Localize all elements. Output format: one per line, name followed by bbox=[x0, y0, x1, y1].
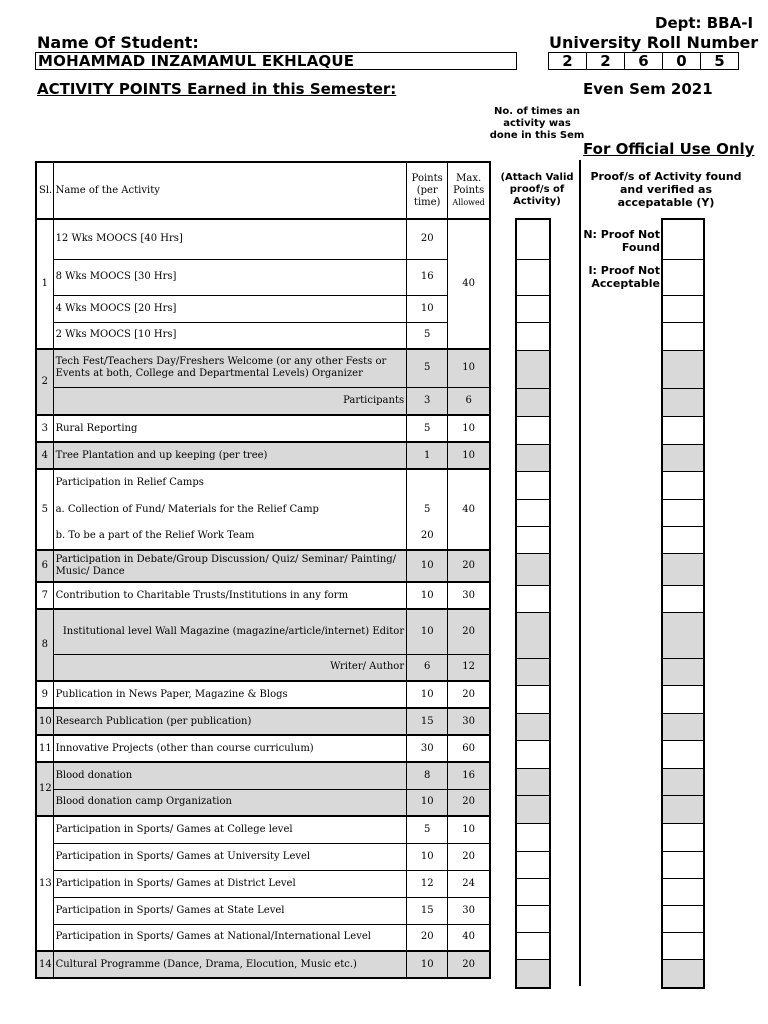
max-value: 20 bbox=[448, 843, 490, 870]
activity-name: Participation in Relief Camps bbox=[53, 469, 407, 496]
official-use-title: For Official Use Only bbox=[583, 140, 755, 158]
points-value: 10 bbox=[407, 789, 448, 816]
col-header-activity: Name of the Activity bbox=[53, 162, 407, 219]
verify-input[interactable] bbox=[663, 296, 703, 323]
row-sl: 10 bbox=[36, 708, 53, 735]
note-proof-not-found: N: Proof Not Found bbox=[583, 228, 660, 254]
activity-name: Institutional level Wall Magazine (magazine/article/internet) Editor bbox=[53, 609, 407, 654]
activity-name: Participation in Debate/Group Discussion/ Quiz/ Seminar/ Painting/ Music/ Dance bbox=[53, 550, 407, 582]
verify-input[interactable] bbox=[663, 852, 703, 879]
activity-name: Participation in Sports/ Games at University Level bbox=[53, 843, 407, 870]
activity-name: Participation in Sports/ Games at State Level bbox=[53, 897, 407, 924]
points-value: 5 bbox=[407, 349, 448, 387]
times-done-input[interactable] bbox=[517, 906, 549, 933]
points-value: 20 bbox=[407, 219, 448, 259]
times-done-header: No. of times an activity was done in this Sem bbox=[489, 106, 585, 141]
row-sl: 12 bbox=[36, 762, 53, 816]
activity-name: Participants bbox=[53, 387, 407, 415]
row-sl: 14 bbox=[36, 951, 53, 978]
points-value: 10 bbox=[407, 550, 448, 582]
activity-name: b. To be a part of the Relief Work Team bbox=[53, 523, 407, 550]
points-value: 10 bbox=[407, 681, 448, 708]
row-sl: 5 bbox=[36, 469, 53, 550]
times-done-input[interactable] bbox=[517, 613, 549, 659]
official-divider bbox=[579, 160, 581, 986]
times-done-input[interactable] bbox=[517, 296, 549, 323]
verify-input[interactable] bbox=[663, 906, 703, 933]
times-done-input[interactable] bbox=[517, 769, 549, 796]
row-sl: 4 bbox=[36, 442, 53, 469]
activity-name: Blood donation camp Organization bbox=[53, 789, 407, 816]
activity-name: Tree Plantation and up keeping (per tree) bbox=[53, 442, 407, 469]
times-done-input[interactable] bbox=[517, 586, 549, 613]
max-value: 20 bbox=[448, 550, 490, 582]
times-done-input[interactable] bbox=[517, 445, 549, 472]
max-value: 20 bbox=[448, 951, 490, 978]
times-done-input[interactable] bbox=[517, 852, 549, 879]
max-value: 40 bbox=[448, 924, 490, 951]
points-value: 5 bbox=[407, 496, 448, 523]
row-sl: 2 bbox=[36, 349, 53, 415]
roll-number-field[interactable] bbox=[548, 52, 738, 68]
col-header-max: Max. Points Allowed bbox=[448, 162, 490, 219]
row-sl: 13 bbox=[36, 816, 53, 951]
roll-digit[interactable]: 6 bbox=[624, 52, 663, 70]
verify-input[interactable] bbox=[663, 554, 703, 586]
max-value: 24 bbox=[448, 870, 490, 897]
times-done-column bbox=[515, 218, 551, 989]
points-value: 10 bbox=[407, 295, 448, 322]
max-value: 30 bbox=[448, 708, 490, 735]
times-done-input[interactable] bbox=[517, 659, 549, 686]
roll-digit[interactable]: 2 bbox=[586, 52, 625, 70]
student-name-field[interactable]: MOHAMMAD INZAMAMUL EKHLAQUE bbox=[35, 52, 517, 70]
times-done-input[interactable] bbox=[517, 741, 549, 769]
verify-input[interactable] bbox=[663, 769, 703, 796]
points-value: 5 bbox=[407, 816, 448, 843]
activity-name: a. Collection of Fund/ Materials for the Relief Camp bbox=[53, 496, 407, 523]
times-done-input[interactable] bbox=[517, 351, 549, 389]
attach-proof-header: (Attach Valid proof/s of Activity) bbox=[500, 172, 574, 207]
points-value: 16 bbox=[407, 259, 448, 295]
verify-input[interactable] bbox=[663, 260, 703, 296]
student-name-label: Name Of Student: bbox=[37, 33, 199, 52]
verify-input[interactable] bbox=[663, 527, 703, 554]
semester-label: Even Sem 2021 bbox=[583, 80, 713, 98]
points-value: 5 bbox=[407, 322, 448, 349]
activity-name: Research Publication (per publication) bbox=[53, 708, 407, 735]
row-sl: 8 bbox=[36, 609, 53, 681]
max-value: 60 bbox=[448, 735, 490, 762]
times-done-input[interactable] bbox=[517, 500, 549, 527]
activity-name: Cultural Programme (Dance, Drama, Elocution, Music etc.) bbox=[53, 951, 407, 978]
times-done-input[interactable] bbox=[517, 260, 549, 296]
activity-name: Participation in Sports/ Games at College level bbox=[53, 816, 407, 843]
max-value: 12 bbox=[448, 654, 490, 681]
col-header-points: Points (per time) bbox=[407, 162, 448, 219]
activity-name: Publication in News Paper, Magazine & Blogs bbox=[53, 681, 407, 708]
points-value: 10 bbox=[407, 609, 448, 654]
times-done-input[interactable] bbox=[517, 933, 549, 960]
verify-input[interactable] bbox=[663, 220, 703, 260]
row-sl: 3 bbox=[36, 415, 53, 442]
points-value: 1 bbox=[407, 442, 448, 469]
verify-input[interactable] bbox=[663, 613, 703, 659]
verify-input[interactable] bbox=[663, 879, 703, 906]
points-value: 20 bbox=[407, 924, 448, 951]
times-done-input[interactable] bbox=[517, 417, 549, 445]
verify-input[interactable] bbox=[663, 445, 703, 472]
activity-name: Blood donation bbox=[53, 762, 407, 789]
points-value: 30 bbox=[407, 735, 448, 762]
times-done-input[interactable] bbox=[517, 796, 549, 824]
activity-name: 2 Wks MOOCS [10 Hrs] bbox=[53, 322, 407, 349]
activity-name: Tech Fest/Teachers Day/Freshers Welcome (or any other Fests or Events at both, College and Departmental Levels) Organizer bbox=[53, 349, 407, 387]
row-sl: 1 bbox=[36, 219, 53, 349]
note-proof-not-acceptable: I: Proof Not Acceptable bbox=[588, 264, 660, 290]
row-sl: 7 bbox=[36, 582, 53, 609]
times-done-input[interactable] bbox=[517, 389, 549, 417]
times-done-input[interactable] bbox=[517, 714, 549, 741]
verify-input[interactable] bbox=[663, 323, 703, 351]
max-value: 20 bbox=[448, 609, 490, 654]
verify-input[interactable] bbox=[663, 960, 703, 987]
col-header-sl: Sl. bbox=[36, 162, 53, 219]
max-value: 20 bbox=[448, 681, 490, 708]
verify-input[interactable] bbox=[663, 351, 703, 389]
activity-name: 4 Wks MOOCS [20 Hrs] bbox=[53, 295, 407, 322]
max-value: 40 bbox=[448, 219, 490, 349]
verify-input[interactable] bbox=[663, 796, 703, 824]
max-value: 40 bbox=[448, 469, 490, 550]
times-done-input[interactable] bbox=[517, 879, 549, 906]
times-done-input[interactable] bbox=[517, 220, 549, 260]
roll-digit[interactable]: 5 bbox=[700, 52, 739, 70]
department-label: Dept: BBA-I bbox=[655, 14, 754, 32]
verify-input[interactable] bbox=[663, 417, 703, 445]
activity-name: Innovative Projects (other than course curriculum) bbox=[53, 735, 407, 762]
verify-input[interactable] bbox=[663, 586, 703, 613]
activity-name: Participation in Sports/ Games at National/International Level bbox=[53, 924, 407, 951]
verify-input[interactable] bbox=[663, 741, 703, 769]
row-sl: 11 bbox=[36, 735, 53, 762]
times-done-input[interactable] bbox=[517, 527, 549, 554]
verify-input[interactable] bbox=[663, 824, 703, 852]
verify-input[interactable] bbox=[663, 686, 703, 714]
points-value bbox=[407, 469, 448, 496]
times-done-input[interactable] bbox=[517, 472, 549, 500]
proof-verified-header: Proof/s of Activity found and verified as accepatable (Y) bbox=[590, 170, 742, 209]
verify-input[interactable] bbox=[663, 714, 703, 741]
verify-input[interactable] bbox=[663, 933, 703, 960]
times-done-input[interactable] bbox=[517, 323, 549, 351]
times-done-input[interactable] bbox=[517, 824, 549, 852]
points-value: 15 bbox=[407, 897, 448, 924]
activity-name: Participation in Sports/ Games at District Level bbox=[53, 870, 407, 897]
activity-name: 8 Wks MOOCS [30 Hrs] bbox=[53, 259, 407, 295]
points-value: 12 bbox=[407, 870, 448, 897]
row-sl: 9 bbox=[36, 681, 53, 708]
verify-input[interactable] bbox=[663, 472, 703, 500]
max-value: 10 bbox=[448, 442, 490, 469]
points-value: 15 bbox=[407, 708, 448, 735]
points-value: 10 bbox=[407, 843, 448, 870]
max-value: 30 bbox=[448, 897, 490, 924]
times-done-input[interactable] bbox=[517, 686, 549, 714]
max-value: 6 bbox=[448, 387, 490, 415]
activity-name: Writer/ Author bbox=[53, 654, 407, 681]
activity-name: Rural Reporting bbox=[53, 415, 407, 442]
roll-number-label: University Roll Number bbox=[549, 33, 759, 52]
official-verify-column bbox=[661, 218, 705, 989]
row-sl: 6 bbox=[36, 550, 53, 582]
roll-digit[interactable]: 0 bbox=[662, 52, 701, 70]
points-value: 3 bbox=[407, 387, 448, 415]
roll-digit[interactable]: 2 bbox=[548, 52, 587, 70]
verify-input[interactable] bbox=[663, 659, 703, 686]
points-value: 8 bbox=[407, 762, 448, 789]
max-value: 16 bbox=[448, 762, 490, 789]
points-value: 10 bbox=[407, 951, 448, 978]
points-value: 6 bbox=[407, 654, 448, 681]
times-done-input[interactable] bbox=[517, 554, 549, 586]
times-done-input[interactable] bbox=[517, 960, 549, 987]
activity-table bbox=[35, 161, 491, 979]
max-value: 10 bbox=[448, 415, 490, 442]
max-value: 10 bbox=[448, 816, 490, 843]
points-value: 5 bbox=[407, 415, 448, 442]
max-value: 20 bbox=[448, 789, 490, 816]
activity-name: 12 Wks MOOCS [40 Hrs] bbox=[53, 219, 407, 259]
max-value: 30 bbox=[448, 582, 490, 609]
verify-input[interactable] bbox=[663, 389, 703, 417]
points-value: 20 bbox=[407, 523, 448, 550]
points-value: 10 bbox=[407, 582, 448, 609]
verify-input[interactable] bbox=[663, 500, 703, 527]
activity-points-title: ACTIVITY POINTS Earned in this Semester: bbox=[37, 80, 397, 98]
activity-name: Contribution to Charitable Trusts/Institutions in any form bbox=[53, 582, 407, 609]
max-value: 10 bbox=[448, 349, 490, 387]
